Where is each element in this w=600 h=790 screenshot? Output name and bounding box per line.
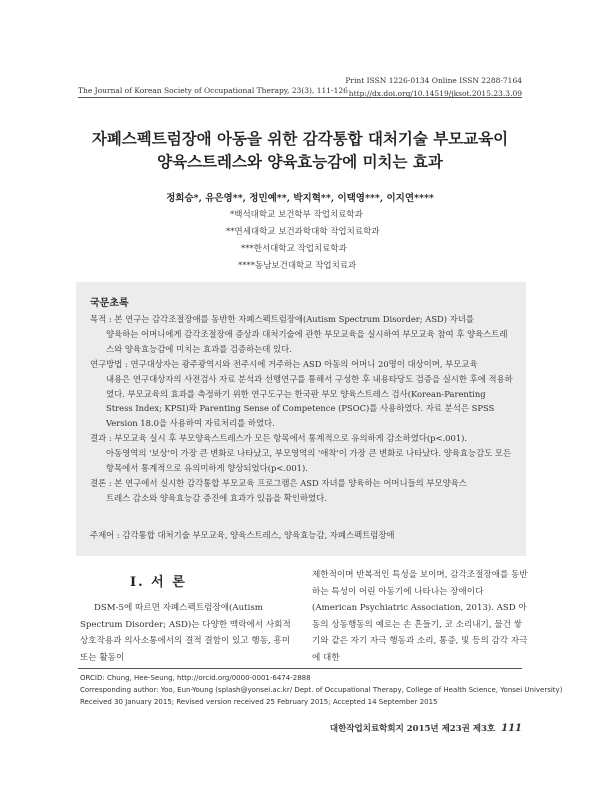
keywords-text: 감각통합 대처기술 부모교육, 양육스트레스, 양육효능감, 자폐스펙트럼장애 <box>122 530 395 540</box>
methods-text-first: 연구대상자는 광주광역시와 전주시에 거주하는 ASD 아동의 어머니 20명이 대상이며, 부모교육 <box>130 358 478 369</box>
abstract-results <box>90 431 514 476</box>
issn: Print ISSN 1226-0134 Online ISSN 2288-7164 <box>345 76 522 85</box>
abstract-heading: 국문초록 <box>90 298 129 309</box>
abstract-methods <box>90 357 514 432</box>
affiliation-2: **연세대학교 보건과학대학 작업치료학과 <box>226 227 380 237</box>
results-text-rest: 아동영역의 '보상'이 가장 큰 변화로 나타났고, 부모영역의 '애착'이 가장 큰 변화로 나타났다. 양육효능감도 모든 항목에서 통계적으로 유의미하게 향상되었다(p<.001). <box>106 448 512 474</box>
affiliation-4: ****동남보건대학교 작업치료과 <box>238 261 357 271</box>
intro-left-text: DSM-5에 따르면 자폐스펙트럼장애(Autism Spectrum Disorder; ASD)는 다양한 맥락에서 사회적 상호작용과 의사소통에서의 결적 결함이 있고 행동, 흥미 또는 활동이 <box>80 603 291 663</box>
conclusion-text-rest: 트레스 감소와 양육효능감 증진에 효과가 있음을 확인하였다. <box>106 492 327 503</box>
section-heading-intro: Ⅰ. 서 론 <box>130 575 187 590</box>
authors: 정희승*, 유은영**, 정민예**, 박지혁**, 이택영***, 이지연**** <box>166 193 434 204</box>
purpose-label: 목적 : <box>90 314 115 324</box>
journal-citation: The Journal of Korean Society of Occupational Therapy, 23(3), 111-126 <box>78 86 348 95</box>
received-dates-note: Received 30 January 2015; Revised version received 25 February 2015; Accepted 14 September 2015 <box>80 698 438 706</box>
abstract-purpose <box>90 312 514 357</box>
footnote-divider <box>78 668 522 669</box>
paper-title-line2: 양육스트레스와 양육효능감에 미치는 효과 <box>157 152 443 171</box>
results-label: 결과 : <box>90 433 115 444</box>
abstract-conclusion <box>90 476 514 506</box>
corresponding-author-note: Corresponding author: Yoo, Eun-Young (splash@yonsei.ac.kr/ Dept. of Occupational Therapy, College of Health Science, Yonsei University) <box>80 686 563 694</box>
conclusion-label: 결론 : <box>90 477 115 488</box>
affiliation-3: ***한서대학교 작업치료학과 <box>241 244 347 254</box>
page-number: 111 <box>501 723 522 734</box>
orcid-note: ORCID: Chung, Hee-Seung, http://orcid.org/0000-0001-6474-2888 <box>80 674 311 682</box>
doi-link[interactable]: http://dx.doi.org/10.14519/jksot.2015.23.3.09 <box>348 89 522 98</box>
keywords-label: 주제어 : <box>90 530 123 540</box>
journal-footer-text: 대한작업치료학회지 2015년 제23권 제3호 <box>329 724 496 734</box>
paper-title-line1: 자폐스펙트럼장애 아동을 위한 감각통합 대처기술 부모교육이 <box>91 129 509 148</box>
methods-text-rest: 내용은 연구대상자의 사전검사 자료 분석과 선행연구를 통해서 구성한 후 내용타당도 검증을 실시한 후에 적용하였다. 부모교육의 효과를 측정하기 위한 연구도구는 한국판 부모 양육스트레스 검사(Korean-Parenting Stress Index; KPSI)와 Parenting Sense of Competence (PSOC)를 사용하였다. 자료 분석은 SPSS Version 18.0을 사용하여 자료처리를 하였다. <box>106 373 513 429</box>
journal-footer <box>330 722 522 734</box>
keywords <box>90 529 395 541</box>
conclusion-text-first: 본 연구에서 실시한 감각통합 부모교육 프로그램은 ASD 자녀를 양육하는 어머니들의 부모양육스 <box>114 477 467 488</box>
intro-left-column <box>80 600 296 666</box>
header-divider <box>78 97 522 98</box>
footnotes <box>80 672 563 708</box>
abstract-box <box>76 282 526 556</box>
methods-label: 연구방법 : <box>90 358 131 369</box>
affiliation-1: *백석대학교 보건학부 작업치료학과 <box>230 210 363 220</box>
abstract-body <box>90 312 514 506</box>
purpose-text-rest: 양육하는 어머니에게 감각조절장애 증상과 대처기술에 관한 부모교육을 실시하여 부모교육 참여 후 양육스트레스와 양육효능감에 미치는 효과를 검증하는데 있다. <box>106 328 508 354</box>
purpose-text-first: 본 연구는 감각조절장애를 동반한 자폐스펙트럼장애(Autism Spectrum Disorder; ASD) 자녀를 <box>114 314 474 324</box>
results-text-first: 부모교육 실시 후 부모양육스트레스가 모든 항목에서 통계적으로 유의하게 감소하였다(p<.001). <box>114 433 468 444</box>
intro-right-column <box>312 567 528 666</box>
intro-right-text: 제한적이며 반복적인 특성을 보이며, 감각조절장애를 동반하는 특성이 어린 아동기에 나타나는 장애이다(American Psychiatric Association, 2013). ASD 아동의 상동행동의 예로는 손 흔들기, 코 소리내기, 물건 쌓기와 같은 자기 자극 행동과 소리, 통증, 빛 등의 감각 자극에 대한 <box>312 570 528 663</box>
